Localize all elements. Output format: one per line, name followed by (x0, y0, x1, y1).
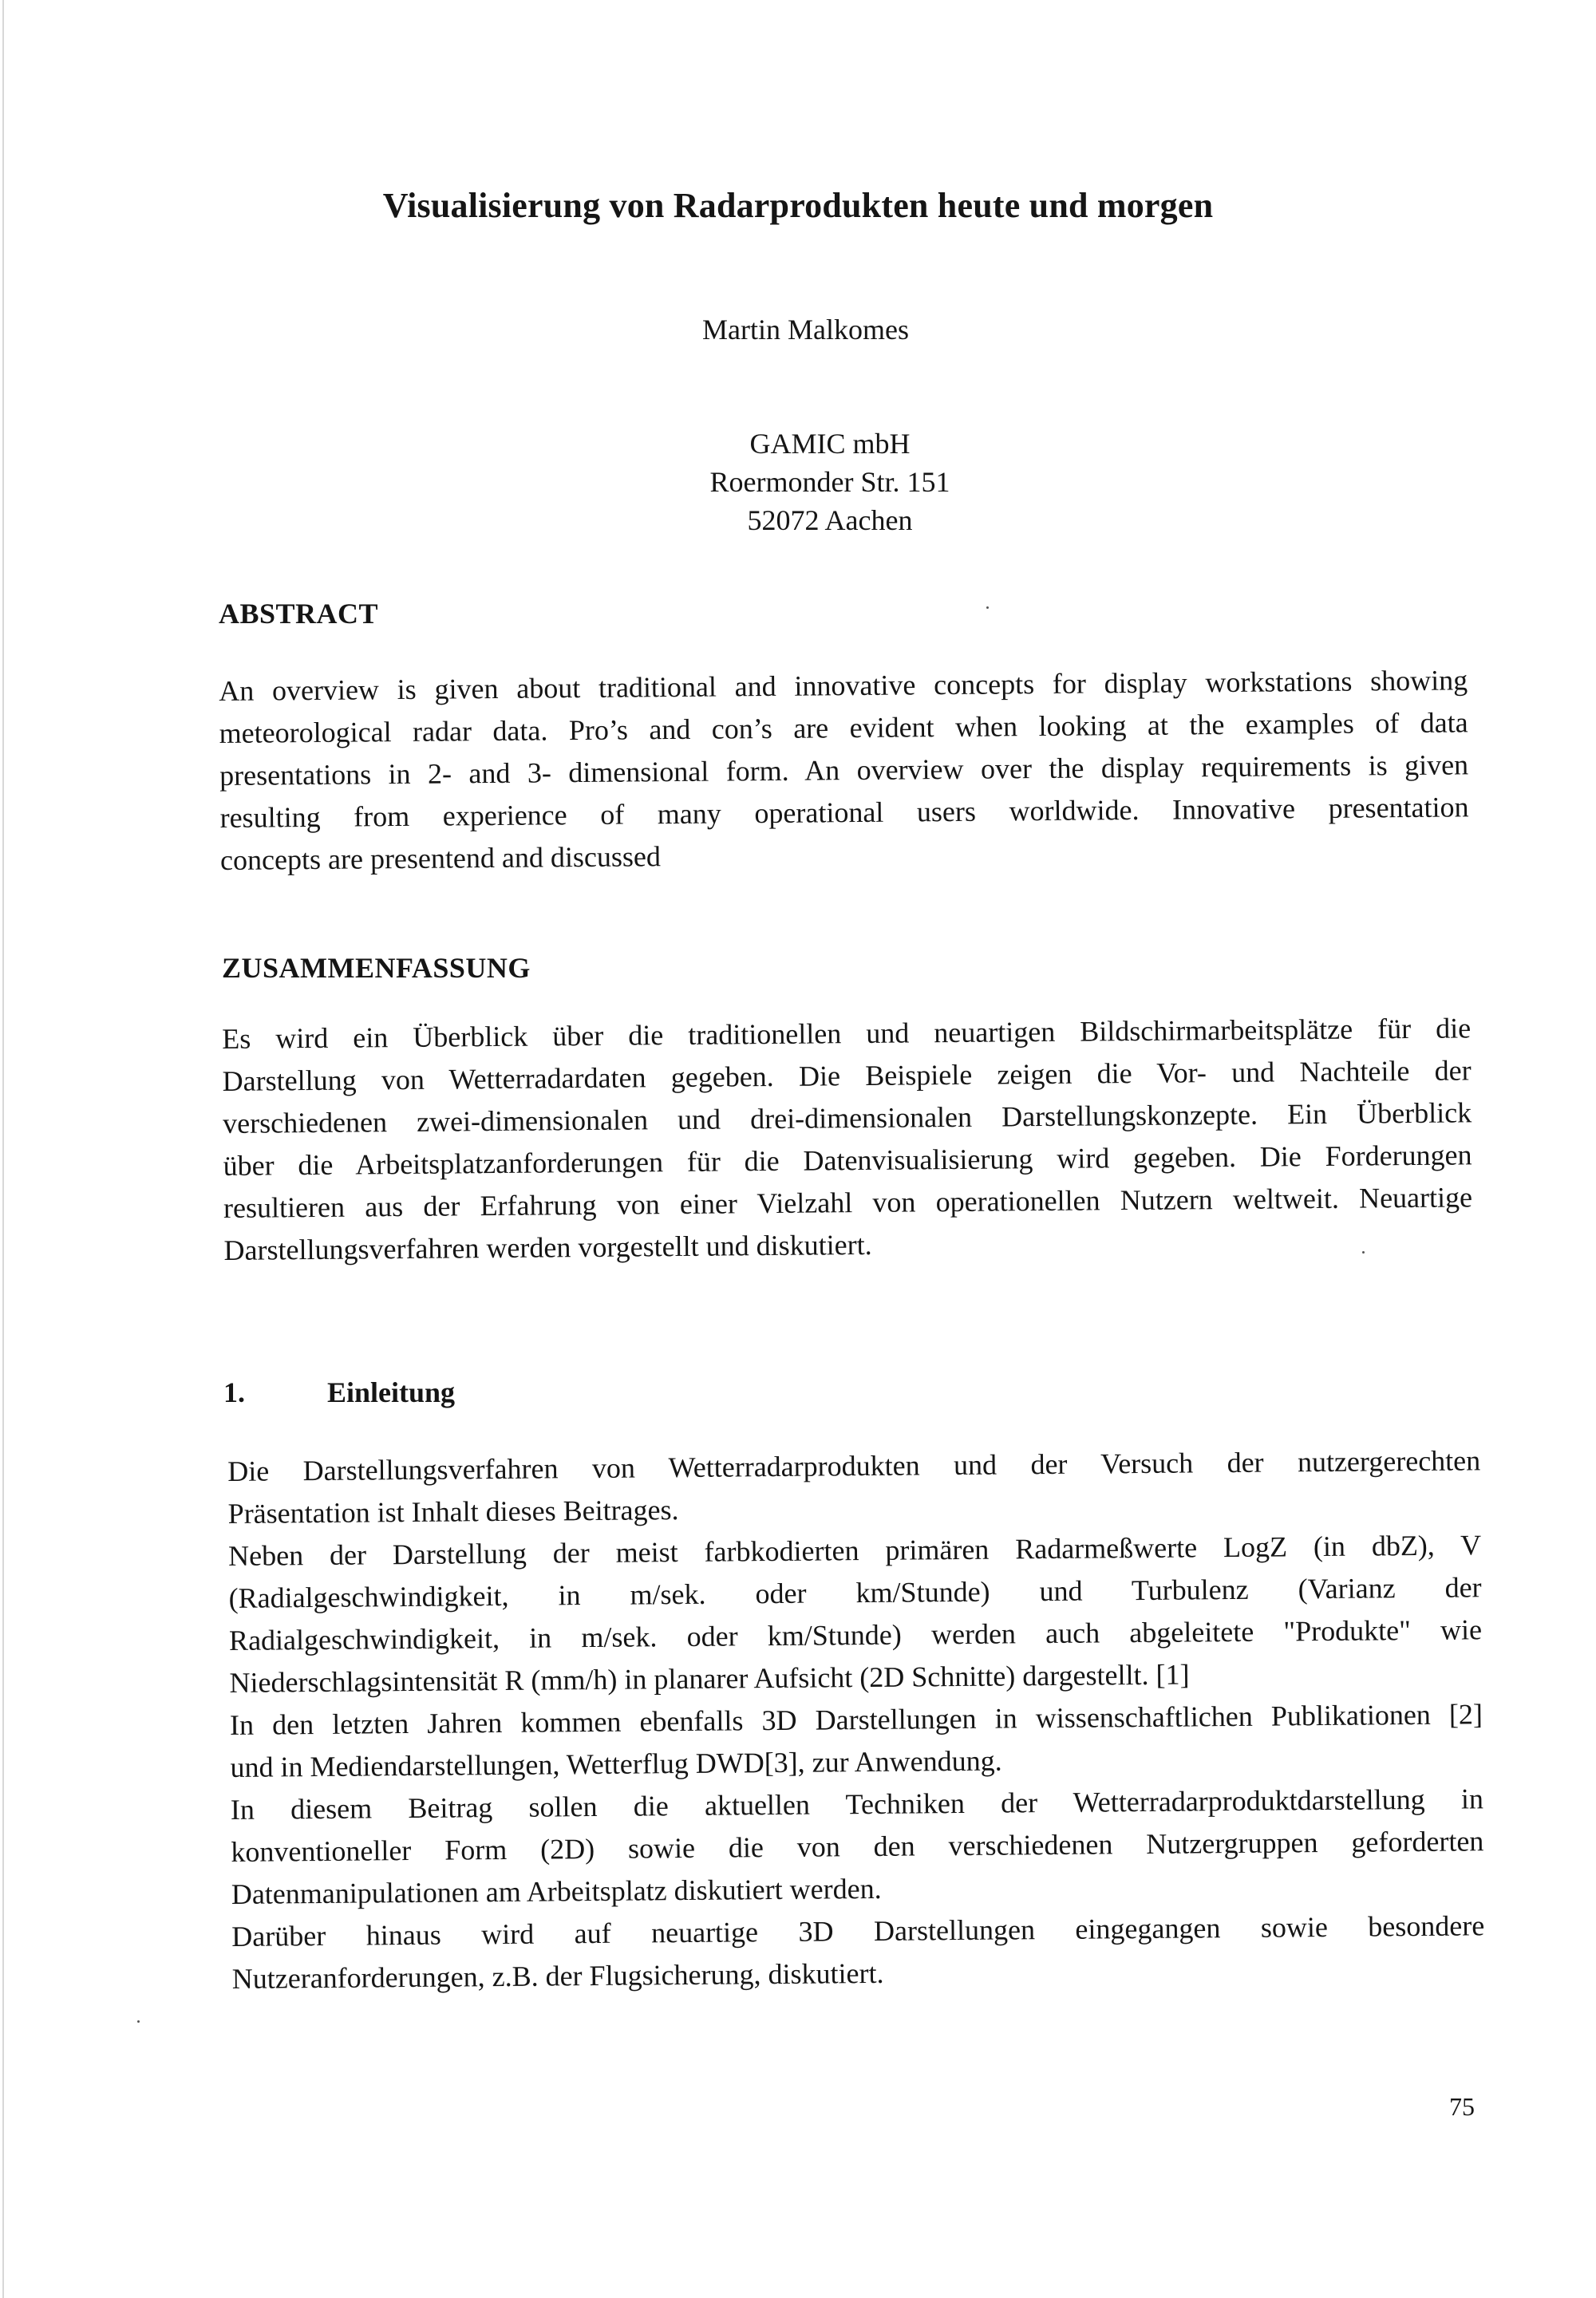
text-line: An overview is given about traditional and innovative concepts for display workstations showing (219, 664, 1468, 707)
text-line: Radialgeschwindigkeit, in m/sek. oder km/Stunde) werden auch abgeleitete "Produkte" wie (228, 1613, 1483, 1656)
text-line: (Radialgeschwindigkeit, in m/sek. oder km/Stunde) und Turbulenz (Varianz der (228, 1571, 1482, 1614)
text-line: meteorological radar data. Pro’s and con’s are evident when looking at the examples of data (219, 706, 1468, 749)
text-line: Darstellungsverfahren werden vorgestellt und diskutiert. (223, 1228, 872, 1266)
text-line: presentations in 2- and 3- dimensional form. An overview over the display requirements is given (219, 748, 1469, 792)
author-name: Martin Malkomes (702, 314, 909, 345)
scan-speck (1362, 1251, 1365, 1254)
scan-speck (986, 606, 989, 609)
text-line: Darstellung von Wetterradardaten gegeben. Die Beispiele zeigen die Vor- und Nachteile der (222, 1054, 1472, 1097)
text-line: über die Arbeitsplatzanforderungen für die Datenvisualisierung wird gegeben. Die Forderungen (223, 1139, 1472, 1182)
text-line: Nutzeranforderungen, z.B. der Flugsicherung, diskutiert. (231, 1956, 884, 1995)
page-number: 75 (1449, 2092, 1475, 2121)
paper-title: Visualisierung von Radarprodukten heute und morgen (382, 186, 1214, 225)
zusammenfassung-text (222, 1007, 1473, 1272)
affiliation-line: GAMIC mbH (749, 428, 911, 460)
text-line: verschiedenen zwei-dimensionalen und drei-dimensionalen Darstellungskonzepte. Ein Überblick (222, 1096, 1472, 1139)
text-line: In den letzten Jahren kommen ebenfalls 3D Darstellungen in wissenschaftlichen Publikationen [2] (229, 1698, 1483, 1741)
affiliation-line: 52072 Aachen (747, 504, 913, 536)
text-line: Niederschlagsintensität R (mm/h) in planarer Aufsicht (2D Schnitte) dargestellt. [1] (229, 1658, 1190, 1699)
scan-speck (137, 2020, 140, 2023)
text-line: Es wird ein Überblick über die traditionellen und neuartigen Bildschirmarbeitsplätze für die (222, 1012, 1472, 1055)
text-line: resultieren aus der Erfahrung von einer Vielzahl von operationellen Nutzern weltweit. Neuartige (223, 1181, 1473, 1224)
text-line: In diesem Beitrag sollen die aktuellen Techniken der Wetterradarproduktdarstellung in (230, 1783, 1484, 1826)
text-line: Datenmanipulationen am Arbeitsplatz diskutiert werden. (231, 1872, 882, 1910)
text-line: Darüber hinaus wird auf neuartige 3D Darstellungen eingegangen sowie besondere (231, 1909, 1485, 1953)
text-line: Präsentation ist Inhalt dieses Beitrages. (227, 1494, 679, 1530)
abstract-heading: ABSTRACT (219, 598, 379, 630)
zusammenfassung-heading: ZUSAMMENFASSUNG (222, 952, 531, 984)
affiliation (694, 424, 966, 539)
abstract-text (219, 659, 1469, 882)
section-number: 1. (223, 1376, 245, 1408)
affiliation-line: Roermonder Str. 151 (709, 466, 950, 498)
text-line: concepts are presentend and discussed (219, 840, 662, 876)
text-line: und in Mediendarstellungen, Wetterflug DWD[3], zur Anwendung. (230, 1744, 1002, 1783)
scan-edge-line (2, 0, 4, 2298)
text-line: Neben der Darstellung der meist farbkodierten primären Radarmeßwerte LogZ (in dbZ), V (227, 1529, 1482, 1572)
text-line: resulting from experience of many operational users worldwide. Innovative presentation (219, 791, 1469, 834)
text-line: konventioneller Form (2D) sowie die von den verschiedenen Nutzergruppen geforderten (231, 1825, 1484, 1868)
text-line: Die Darstellungsverfahren von Wetterradarprodukten und der Versuch der nutzergerechten (227, 1444, 1481, 1487)
section-title: Einleitung (327, 1376, 456, 1408)
section-body-text (227, 1439, 1485, 2000)
